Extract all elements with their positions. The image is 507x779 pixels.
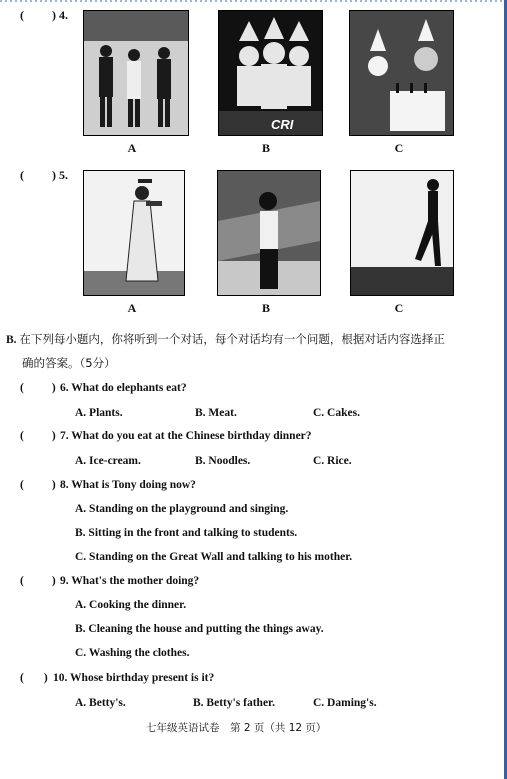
q5-paren-close: ) <box>52 168 56 182</box>
q9-option-c: C. Washing the clothes. <box>75 647 190 659</box>
q6-option-a: A. Plants. <box>75 407 123 419</box>
q7-option-b: B. Noodles. <box>195 455 251 467</box>
q9-question: 9. What's the mother doing? <box>60 575 200 587</box>
q5-picture-a <box>83 170 185 296</box>
q9-paren-open: ( <box>20 575 24 587</box>
cri-watermark: CRI <box>271 117 294 132</box>
q7-paren <box>20 430 56 442</box>
q4-paren-close: ) <box>52 8 56 22</box>
q4-paren-open: ( <box>20 8 24 22</box>
q8-paren-open: ( <box>20 479 24 491</box>
q8-question: 8. What is Tony doing now? <box>60 479 196 491</box>
q6-paren-open: ( <box>20 382 24 394</box>
q4-label: 4. <box>59 8 68 22</box>
q5-label: 5. <box>59 168 68 182</box>
q9-option-a: A. Cooking the dinner. <box>75 599 187 611</box>
section-b-instruction-line1: 在下列每小题内，你将听到一个对话，每个对话均有一个问题，根据对话内容选择正 <box>19 332 445 346</box>
q4-picture-a <box>83 10 189 136</box>
page-top-edge <box>0 0 507 2</box>
section-b-instruction <box>6 331 445 347</box>
q4-number <box>20 8 68 23</box>
q8-option-c: C. Standing on the Great Wall and talking to his mother. <box>75 551 353 563</box>
section-b-instruction-line2: 确的答案。（5分） <box>22 356 116 370</box>
q6-paren-close: ) <box>51 382 56 394</box>
q5-picture-b <box>217 170 321 296</box>
q4-option-c-label: C <box>394 141 404 155</box>
q10-option-a: A. Betty's. <box>75 697 126 709</box>
q8-paren <box>20 479 56 491</box>
q4-picture-b <box>218 10 323 136</box>
q4-option-b-label: B <box>261 141 270 155</box>
q10-paren-close: ) <box>43 672 48 684</box>
q7-option-a: A. Ice-cream. <box>75 455 141 467</box>
q6-paren <box>20 382 56 394</box>
q8-option-b: B. Sitting in the front and talking to students. <box>75 527 298 539</box>
q10-paren-open: ( <box>20 672 24 684</box>
q5-paren-open: ( <box>20 168 24 182</box>
q7-question: 7. What do you eat at the Chinese birthday dinner? <box>60 430 312 442</box>
q10-option-b: B. Betty's father. <box>193 697 275 709</box>
q9-paren-close: ) <box>51 575 56 587</box>
q5-option-a-label: A <box>127 301 137 315</box>
q5-number <box>20 168 68 183</box>
q5-option-b-label: B <box>261 301 270 315</box>
q6-option-c: C. Cakes. <box>313 407 360 419</box>
q4-option-a-label: A <box>127 141 137 155</box>
q7-paren-close: ) <box>51 430 56 442</box>
q5-option-c-label: C <box>394 301 404 315</box>
q6-option-b: B. Meat. <box>195 407 237 419</box>
q5-picture-c <box>350 170 454 296</box>
section-b-prefix: B. <box>6 334 17 346</box>
q10-paren <box>20 672 48 684</box>
q10-question: 10. Whose birthday present is it? <box>53 672 215 684</box>
q7-option-c: C. Rice. <box>313 455 352 467</box>
q4-picture-c <box>349 10 454 136</box>
q10-option-c: C. Daming's. <box>313 697 377 709</box>
q6-question: 6. What do elephants eat? <box>60 382 187 394</box>
page-footer: 七年级英语试卷 第 2 页（共 12 页） <box>146 722 327 734</box>
q9-option-b: B. Cleaning the house and putting the things away. <box>75 623 324 635</box>
q7-paren-open: ( <box>20 430 24 442</box>
q9-paren <box>20 575 56 587</box>
q8-paren-close: ) <box>51 479 56 491</box>
q8-option-a: A. Standing on the playground and singing. <box>75 503 289 515</box>
